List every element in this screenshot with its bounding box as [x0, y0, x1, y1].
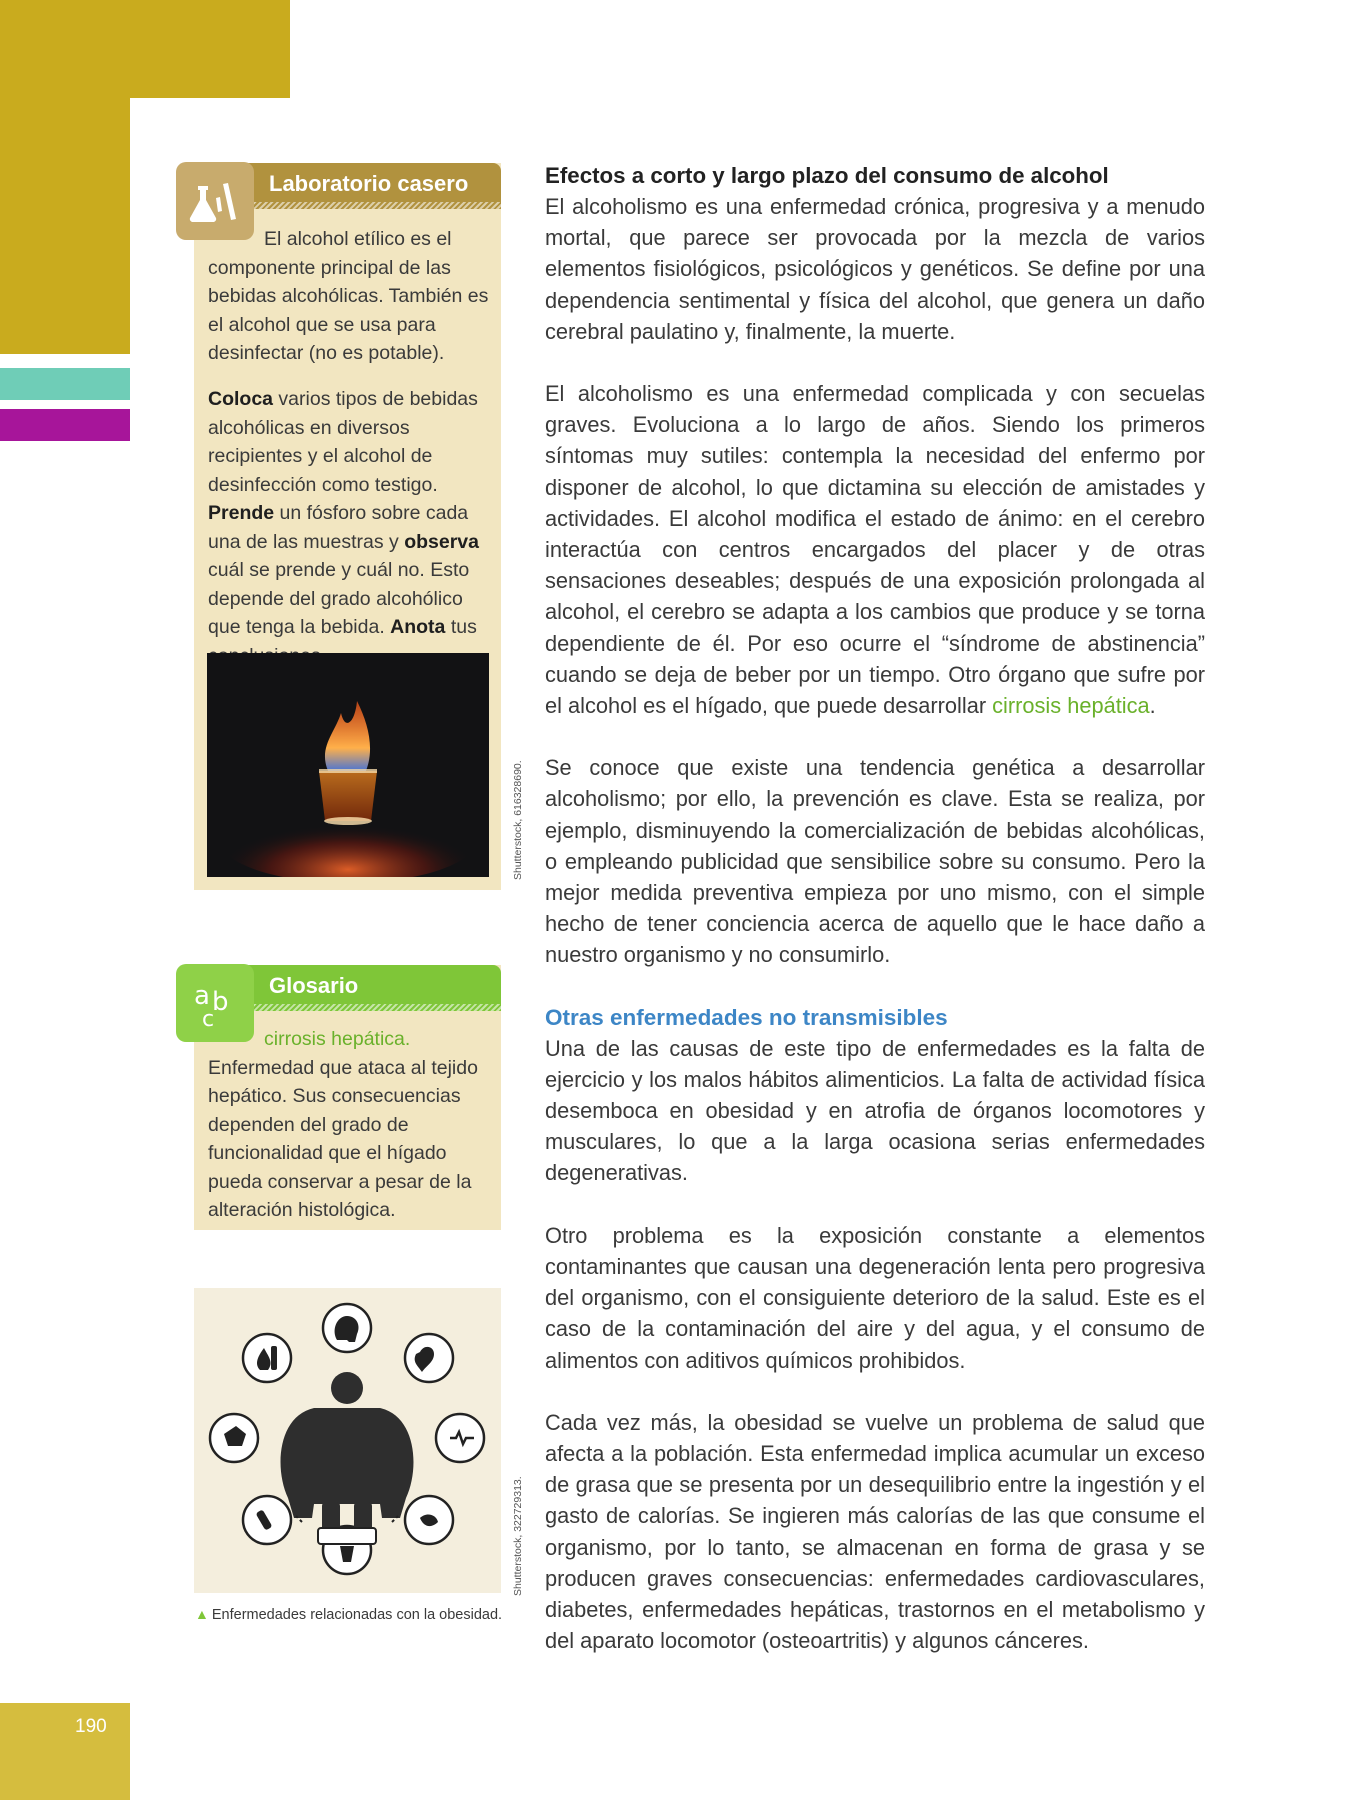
glossary-box	[194, 965, 501, 1230]
header-hatch	[254, 202, 501, 209]
left-color-block	[0, 0, 130, 354]
illustration-caption: ▲ Enfermedades relacionadas con la obesidad.	[195, 1606, 503, 1623]
svg-text:c: c	[202, 1007, 215, 1032]
glossary-entry: cirrosis hepática. Enfermedad que ataca al tejido hepático. Sus consecuencias dependen del grado de funcionalidad que el hígado pueda conservar a pesar de la alteración histológica.	[208, 1028, 478, 1221]
paragraph: Se conoce que existe una tendencia genética a desarrollar alcoholismo; por ello, la prevención es clave. Esta se realiza, por ejemplo, disminuyendo la comercialización de bebidas alcohólicas, o empleando publicidad que sensibilice sobre su consumo. Pero la mejor medida preventiva empieza por uno mismo, con el simple hecho de tener conciencia acerca de aquello que le hace daño a nuestro organismo y no consumirlo.	[545, 755, 1205, 968]
obesity-diseases-illustration	[194, 1288, 501, 1593]
glossary-box-title: Glosario	[269, 973, 359, 998]
keyword: Anota	[390, 616, 446, 638]
page-number: 190	[75, 1716, 107, 1737]
header-hatch	[254, 1004, 501, 1011]
highlight-term: cirrosis hepática	[992, 693, 1150, 719]
bottom-color-block	[0, 1703, 130, 1800]
svg-text:a: a	[194, 981, 210, 1011]
keyword: Prende	[208, 502, 275, 524]
teal-stripe	[0, 368, 130, 400]
paragraph: Otro problema es la exposición constante a elementos contaminantes que causan una degeneración lenta pero progresiva del organismo, con el consiguiente deterioro de la salud. Este es el caso de la contaminación del aire y del agua, y el consumo de alimentos con aditivos químicos prohibidos.	[545, 1222, 1205, 1373]
main-column	[545, 160, 1205, 1656]
triangle-icon: ▲	[195, 1606, 209, 1622]
photo-credit: Shutterstock, 616328690.	[512, 760, 524, 880]
paragraph: El alcoholismo es una enfermedad crónica, progresiva y a menudo mortal, que parece ser provocada por la mezcla de varios elementos fisiológicos, psicológicos y genéticos. Se define por una dependencia sentimental y física del alcohol, que genera un daño cerebral paulatino y, finalmente, la muerte.	[545, 194, 1205, 344]
lab-instructions-text: Coloca varios tipos de bebidas alcohólicas en diversos recipientes y el alcohol de desinfección como testigo. Prende un fósforo sobre cada una de las muestras y observa cuál se prende y cuál no. Esto depende del grado alcohólico que tenga la bebida. Anota tus	[208, 388, 479, 638]
lab-box-title: Laboratorio casero	[269, 171, 469, 196]
section-heading-other-diseases: Otras enfermedades no transmisibles	[545, 1004, 948, 1030]
magenta-stripe	[0, 409, 130, 441]
keyword: observa	[404, 530, 479, 553]
glossary-term: cirrosis hepática.	[264, 1028, 411, 1050]
keyword: Coloca	[208, 388, 274, 410]
section-heading-alcohol: Efectos a corto y largo plazo del consumo de alcohol	[545, 163, 1109, 188]
paragraph: Una de las causas de este tipo de enfermedades es la falta de ejercicio y los malos hábitos alimenticios. La falta de actividad física desemboca en obesidad y en atrofia de órganos locomotores y musculares, lo que a la larga ocasiona serias enfermedades degenerativas.	[545, 1035, 1205, 1186]
illustration-credit: Shutterstock, 322729313.	[512, 1476, 524, 1596]
flaming-shot-photo	[207, 653, 489, 877]
svg-text:b: b	[212, 987, 229, 1017]
lab-intro-text: El alcohol etílico es el componente principal de las bebidas alcohólicas. También es el alcohol que se usa para desinfectar (no es potable).	[208, 228, 489, 364]
paragraph: Cada vez más, la obesidad se vuelve un problema de salud que afecta a la población. Esta enfermedad implica acumular un exceso de grasa que se presenta por un desequilibrio entre la ingestión y el gasto de calorías. Se ingieren más calorías de las que consume el organismo, por lo tanto, se almacenan en forma de grasa y se producen graves consecuencias: enfermedades cardiovasculares, diabetes, enfermedades hepáticas, trastornos en el metabolismo y del aparato locomotor (osteoartritis) y algunos cánceres.	[545, 1409, 1205, 1654]
paragraph: El alcoholismo es una enfermedad complicada y con secuelas graves. Evoluciona a lo largo de años. Siendo los primeros síntomas muy sutiles: contempla la necesidad del enfermo por disponer de alcohol, lo que dictamina su elección de amistades y actividades. El alcohol modifica el estado de ánimo: en el cerebro interactúa con centros encargados del placer y de otras sensaciones deseables; después de una exposición prolongada al alcohol, el cerebro se adapta a los cambios que produce y se torna dependiente de él. Por eso ocurre el “síndrome de abstinencia” cuando se deja de beber por un tiempo. Otro órgano que sufre por el alcohol es el hígado, que puede desarrollar cirrosis hepática.	[545, 381, 1205, 719]
